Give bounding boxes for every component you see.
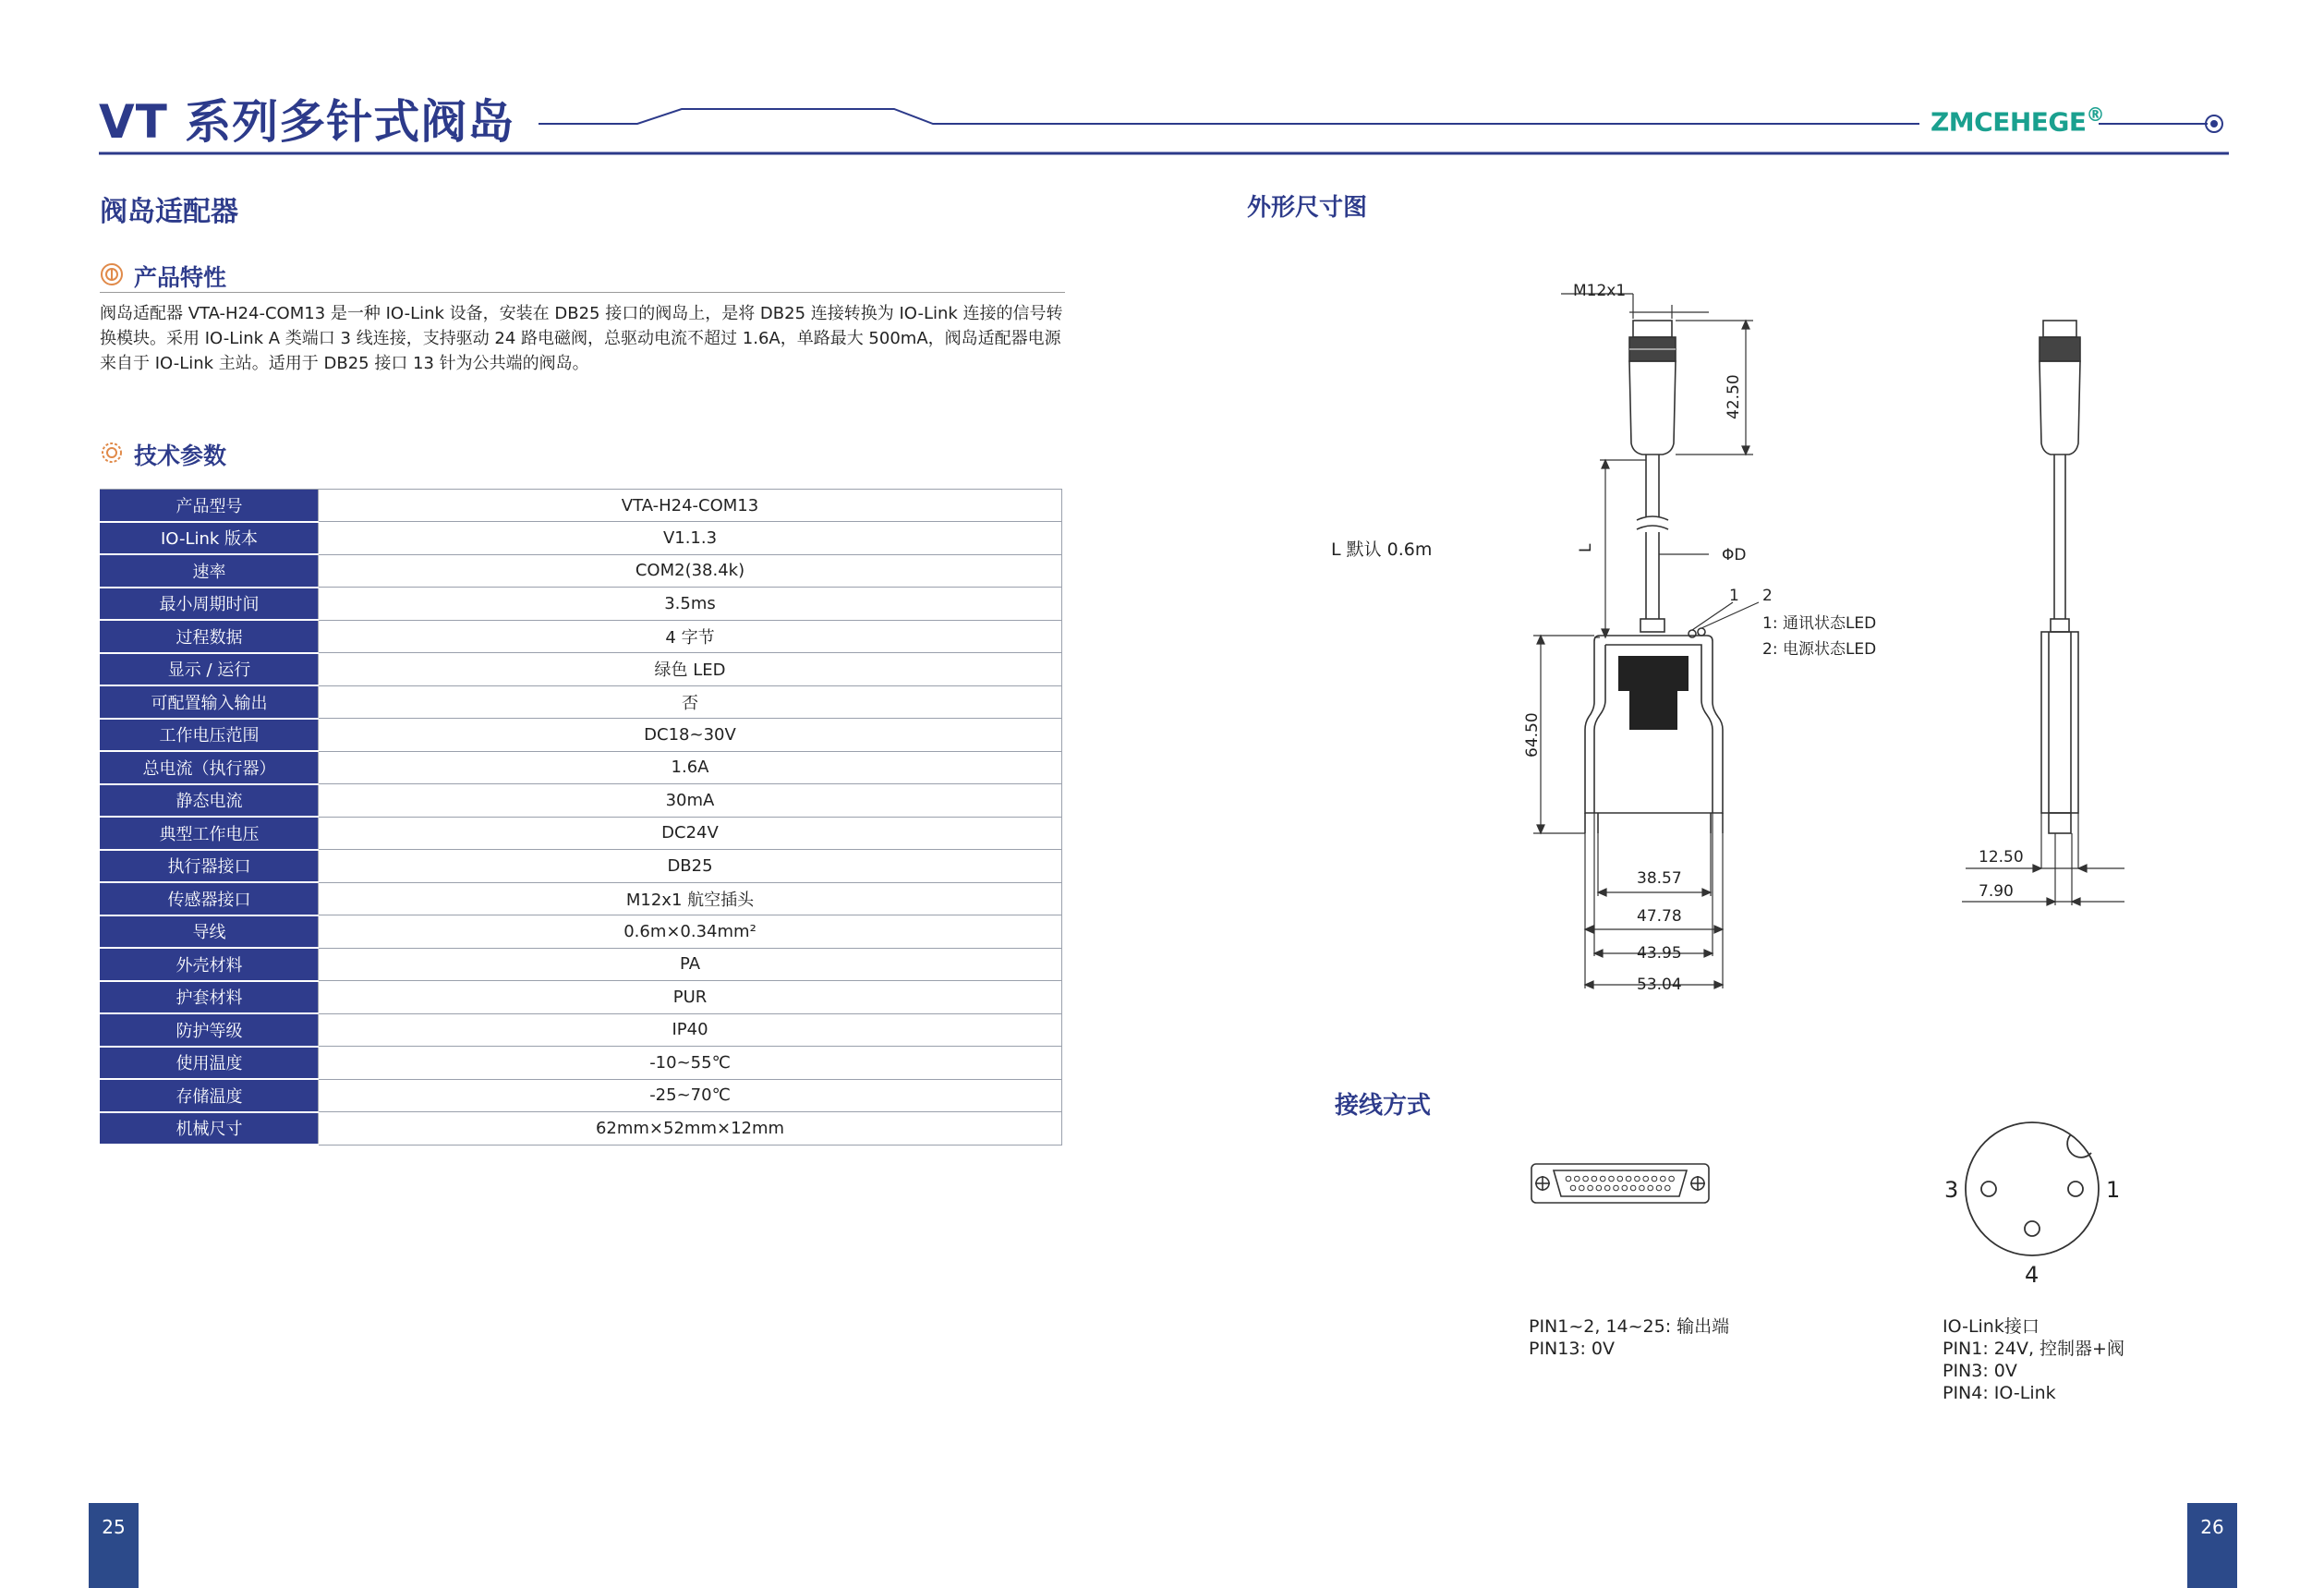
spec-table	[100, 489, 1062, 1146]
db25-pin-dot	[1617, 1176, 1623, 1182]
db25-pin-dot	[1566, 1176, 1571, 1182]
table-row	[101, 948, 1062, 981]
spec-value: 62mm×52mm×12mm	[319, 1112, 1062, 1146]
iolink-pin-line: PIN4: IO-Link	[1943, 1383, 2056, 1403]
spec-value: PA	[319, 948, 1062, 981]
db25-pin-dot	[1669, 1176, 1675, 1182]
spec-value: -25~70℃	[319, 1079, 1062, 1112]
spec-key: 存储温度	[101, 1079, 319, 1112]
dim-64-50: 64.50	[1523, 712, 1542, 758]
spec-key: 传感器接口	[101, 882, 319, 915]
spec-value: PUR	[319, 981, 1062, 1014]
spec-key: 使用温度	[101, 1047, 319, 1080]
spec-value: M12x1 航空插头	[319, 882, 1062, 915]
features-icon	[99, 261, 125, 287]
spec-value: 否	[319, 685, 1062, 719]
spec-value: VTA-H24-COM13	[319, 490, 1062, 522]
spec-key: 静态电流	[101, 784, 319, 818]
wiring-drawing	[1496, 1109, 2143, 1293]
db25-pin-dot	[1570, 1185, 1576, 1191]
m12-connector-icon	[1966, 1122, 2099, 1255]
spec-key: 最小周期时间	[101, 588, 319, 621]
db25-pin-dot	[1656, 1185, 1662, 1191]
spec-value: DB25	[319, 850, 1062, 883]
page-title: VT 系列多针式阀岛	[99, 95, 515, 149]
features-description: 阀岛适配器 VTA-H24-COM13 是一种 IO-Link 设备，安装在 DB25 接口的阀岛上，是将 DB25 连接转换为 IO-Link 连接的信号转换模块。采用 IO-Link A 类端口 3 线连接，支持驱动 24 路电磁阀，总驱动电流不超过 1.6A，单路最大 500mA，阀岛适配器电源来自于 IO-Link 主站。适用于 DB25 接口 13 针为公共端的阀岛。	[100, 304, 1063, 373]
db25-pin-dot	[1592, 1176, 1597, 1182]
spec-key: 产品型号	[101, 490, 319, 522]
dim-12-50: 12.50	[1979, 848, 2024, 867]
db25-pin-dot	[1604, 1185, 1610, 1191]
spec-key: 工作电压范围	[101, 719, 319, 752]
dimension-title: 外形尺寸图	[1247, 194, 1368, 222]
iolink-pin-list	[1943, 1315, 2124, 1404]
db25-connector-icon	[1531, 1164, 1709, 1203]
page-number-right: 26	[2187, 1503, 2237, 1588]
table-row	[101, 784, 1062, 818]
led2-label: 2: 电源状态LED	[1762, 640, 1877, 659]
db25-pin-list	[1529, 1315, 1729, 1360]
dim-7-90: 7.90	[1979, 882, 2014, 901]
table-row	[101, 1079, 1062, 1112]
spec-value: 1.6A	[319, 751, 1062, 784]
features-divider	[100, 292, 1065, 293]
dim-phiD: ΦD	[1722, 546, 1747, 564]
table-row	[101, 620, 1062, 653]
db25-pin-dot	[1580, 1185, 1585, 1191]
spec-value: V1.1.3	[319, 522, 1062, 555]
spec-key: 护套材料	[101, 981, 319, 1014]
iolink-pin-line: PIN3: 0V	[1943, 1361, 2017, 1381]
page-number-left: 25	[89, 1503, 139, 1588]
db25-pin-dot	[1630, 1185, 1636, 1191]
db25-pin-dot	[1648, 1185, 1653, 1191]
table-row	[101, 1112, 1062, 1146]
dimension-drawing	[1441, 268, 2143, 1025]
pin-3-label: 3	[1944, 1177, 1959, 1203]
db25-pin-dot	[1583, 1176, 1589, 1182]
db25-pin-dot	[1575, 1176, 1580, 1182]
spec-value: -10~55℃	[319, 1047, 1062, 1080]
table-row	[101, 751, 1062, 784]
table-row	[101, 1013, 1062, 1047]
db25-pin-line: PIN13: 0V	[1529, 1339, 1615, 1359]
spec-value: 3.5ms	[319, 588, 1062, 621]
table-row	[101, 1047, 1062, 1080]
spec-value: 0.6m×0.34mm²	[319, 915, 1062, 949]
spec-key: 可配置输入输出	[101, 685, 319, 719]
spec-value: 30mA	[319, 784, 1062, 818]
dim-42-50: 42.50	[1725, 374, 1743, 419]
spec-key: 显示 / 运行	[101, 653, 319, 686]
table-row	[101, 653, 1062, 686]
dim-47-78: 47.78	[1637, 907, 1682, 926]
db25-pin-dot	[1626, 1176, 1631, 1182]
spec-key: 防护等级	[101, 1013, 319, 1047]
db25-pin-dot	[1652, 1176, 1657, 1182]
db25-pin-dot	[1635, 1176, 1640, 1182]
db25-pin-dot	[1622, 1185, 1628, 1191]
table-row	[101, 981, 1062, 1014]
iolink-pin-line: PIN1: 24V, 控制器+阀	[1943, 1339, 2124, 1359]
table-row	[101, 915, 1062, 949]
dim-m12: M12x1	[1573, 282, 1627, 300]
specs-title: 技术参数	[134, 442, 227, 469]
led-number-2: 2	[1762, 587, 1773, 605]
pin-1-label: 1	[2106, 1177, 2121, 1203]
spec-value: 4 字节	[319, 620, 1062, 653]
table-row	[101, 522, 1062, 555]
spec-key: 总电流（执行器）	[101, 751, 319, 784]
db25-pin-dot	[1609, 1176, 1615, 1182]
dim-38-57: 38.57	[1637, 869, 1682, 888]
dim-53-04: 53.04	[1637, 976, 1682, 994]
spec-value: IP40	[319, 1013, 1062, 1047]
spec-value: DC18~30V	[319, 719, 1062, 752]
db25-pin-dot	[1640, 1185, 1645, 1191]
iolink-pin-line: IO-Link接口	[1943, 1316, 2040, 1337]
spec-value: DC24V	[319, 817, 1062, 850]
table-row	[101, 817, 1062, 850]
spec-key: 机械尺寸	[101, 1112, 319, 1146]
spec-value: COM2(38.4k)	[319, 554, 1062, 588]
spec-key: IO-Link 版本	[101, 522, 319, 555]
table-row	[101, 850, 1062, 883]
table-row	[101, 719, 1062, 752]
spec-key: 典型工作电压	[101, 817, 319, 850]
length-note: L 默认 0.6m	[1331, 539, 1433, 560]
table-row	[101, 554, 1062, 588]
db25-pin-dot	[1600, 1176, 1605, 1182]
brand-logo: ZMCEHEGE®	[1931, 103, 2105, 138]
table-row	[101, 882, 1062, 915]
dim-43-95: 43.95	[1637, 944, 1682, 963]
table-row	[101, 490, 1062, 522]
db25-pin-dot	[1588, 1185, 1593, 1191]
led1-label: 1: 通讯状态LED	[1762, 614, 1877, 633]
spec-key: 过程数据	[101, 620, 319, 653]
table-row	[101, 685, 1062, 719]
db25-pin-line: PIN1~2, 14~25: 输出端	[1529, 1316, 1730, 1337]
spec-key: 导线	[101, 915, 319, 949]
section-title-adapter: 阀岛适配器	[100, 196, 238, 228]
gear-icon	[99, 440, 125, 466]
db25-pin-dot	[1596, 1185, 1602, 1191]
spec-key: 执行器接口	[101, 850, 319, 883]
db25-pin-dot	[1665, 1185, 1671, 1191]
spec-key: 速率	[101, 554, 319, 588]
table-row	[101, 588, 1062, 621]
spec-value: 绿色 LED	[319, 653, 1062, 686]
db25-pin-dot	[1614, 1185, 1619, 1191]
db25-pin-dot	[1661, 1176, 1666, 1182]
dim-L: L	[1577, 543, 1595, 552]
led-number-1: 1	[1729, 587, 1739, 605]
db25-pin-dot	[1643, 1176, 1649, 1182]
pin-4-label: 4	[2025, 1262, 2040, 1288]
spec-key: 外壳材料	[101, 948, 319, 981]
features-title: 产品特性	[134, 264, 227, 291]
wiring-title: 接线方式	[1335, 1092, 1432, 1120]
